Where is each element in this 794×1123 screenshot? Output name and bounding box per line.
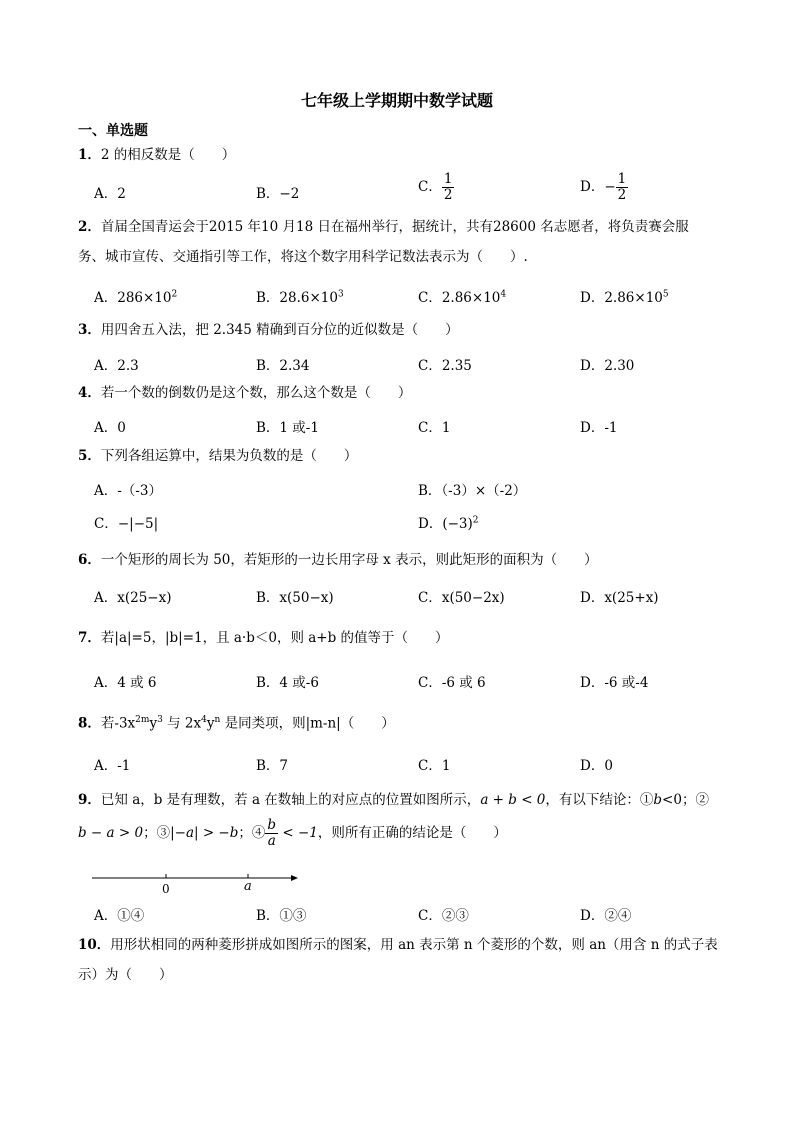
option-a[interactable]: A．2 — [94, 186, 126, 202]
option-c[interactable]: C．−|−5| — [94, 516, 159, 532]
question-stem: 下列各组运算中，结果为负数的是（ ） — [100, 448, 358, 464]
option-b[interactable]: B．①③ — [256, 908, 307, 924]
question-number: 7． — [78, 630, 101, 646]
option-a[interactable]: A．2.3 — [94, 358, 139, 374]
option-b[interactable]: B．$28.6\times 10^3$ — [256, 289, 344, 306]
question-3 — [78, 315, 738, 345]
option-b[interactable]: B．4 或-6 — [256, 675, 319, 691]
question-number: 3． — [78, 322, 101, 338]
question-7 — [78, 623, 738, 653]
question-2 — [78, 212, 738, 272]
question-number: 1． — [78, 147, 101, 163]
fraction: $\frac{1}{2}$ — [443, 171, 453, 203]
option-a[interactable]: A．0 — [94, 420, 126, 436]
question-stem-line-1: 用形状相同的两种菱形拼成如图所示的图案，用 an 表示第 n 个菱形的个数，则 an（用含 n 的式子表 — [110, 937, 718, 953]
option-a[interactable]: A．①④ — [94, 908, 145, 924]
question-stem: 若|a|=5，|b|=1，且 a·b＜0，则 a+b 的值等于（ ） — [100, 630, 449, 646]
question-number: 5． — [78, 448, 101, 464]
option-d[interactable]: D．-6 或-4 — [580, 675, 649, 691]
option-c[interactable]: C．-6 或 6 — [418, 675, 486, 691]
option-d[interactable] — [580, 172, 628, 203]
option-label: D．− — [580, 179, 616, 195]
question-stem-line-1: 首届全国青运会于2015 年10 月18 日在福州举行，据统计，共有28600 名志愿者，将负责赛会服 — [100, 219, 689, 235]
option-d[interactable]: D．$2.86\times 10^5$ — [580, 289, 669, 306]
question-stem: 若一个数的倒数仍是这个数，那么这个数是（ ） — [100, 385, 412, 401]
question-9: 9．已知 a，b 是有理数，若 a 在数轴上的对应点的位置如图所示，a + b < 0，有以下结论：①b<0；② — [78, 792, 709, 808]
option-c[interactable]: C．②③ — [418, 908, 469, 924]
question-number: 2． — [78, 219, 101, 235]
question-number: 4． — [78, 385, 101, 401]
option-b[interactable]: B．−2 — [256, 186, 300, 202]
question-8: 8．若$-3x^{2m}y^3$ 与 $2x^4y^n$ 是同类项，则|m-n|（ ） — [78, 715, 395, 732]
option-b[interactable]: B．2.34 — [256, 358, 310, 374]
question-number: 8． — [78, 715, 101, 732]
option-b[interactable]: B．（-3）×（-2） — [418, 483, 527, 499]
option-b[interactable]: B．x(50−x) — [256, 590, 334, 606]
option-c[interactable]: C．$2.86\times 10^4$ — [418, 289, 507, 306]
question-10 — [78, 930, 738, 990]
option-d[interactable]: D．②④ — [580, 908, 632, 924]
option-a[interactable]: A．4 或 6 — [94, 675, 157, 691]
number-line-arrow — [291, 875, 298, 881]
option-a[interactable]: A．$286\times 10^2$ — [94, 289, 178, 306]
option-a[interactable]: A．-1 — [94, 758, 131, 774]
question-1 — [78, 140, 738, 170]
option-d[interactable]: D．0 — [580, 758, 613, 774]
question-number: 6． — [78, 552, 101, 568]
option-label: C． — [418, 179, 442, 195]
question-stem-line-2: 务、城市宣传、交通指引等工作，将这个数字用科学记数法表示为（ ）. — [78, 249, 528, 265]
option-d[interactable]: D．-1 — [580, 420, 618, 436]
option-b[interactable]: B．7 — [256, 758, 289, 774]
a-label: a — [244, 879, 252, 894]
question-6 — [78, 545, 738, 575]
question-stem-line-2: 示）为（ ） — [78, 967, 173, 983]
zero-label: 0 — [162, 882, 170, 896]
question-number: 10． — [78, 937, 111, 953]
option-c[interactable]: C．2.35 — [418, 358, 472, 374]
option-b[interactable]: B．1 或-1 — [256, 420, 319, 436]
question-stem: 一个矩形的周长为 50，若矩形的一边长用字母 x 表示，则此矩形的面积为（ ） — [100, 552, 598, 568]
option-d[interactable]: D．x(25+x) — [580, 590, 659, 606]
option-d[interactable]: D．2.30 — [580, 358, 635, 374]
question-9-line-2: b − a > 0；③|−a| > −b；④ $\frac{b}{a}$ < −1，则所有正确的结论是（ ） — [78, 817, 507, 849]
question-4 — [78, 378, 738, 408]
question-number: 9． — [78, 792, 101, 808]
question-stem: 2 的相反数是（ ） — [100, 147, 236, 163]
section-heading: 一、单选题 — [78, 123, 148, 139]
option-c[interactable]: C．1 — [418, 420, 451, 436]
option-a[interactable]: A．-（-3） — [94, 483, 162, 499]
option-c[interactable] — [418, 172, 454, 203]
option-d[interactable]: D．$(-3)^2$ — [418, 515, 479, 532]
option-c[interactable]: C．1 — [418, 758, 451, 774]
option-a[interactable]: A．x(25−x) — [94, 590, 172, 606]
question-stem: 用四舍五入法，把 2.345 精确到百分位的近似数是（ ） — [100, 322, 459, 338]
fraction: $\frac{1}{2}$ — [617, 171, 627, 203]
option-c[interactable]: C．x(50−2x) — [418, 590, 505, 606]
page-title: 七年级上学期期中数学试题 — [300, 91, 493, 110]
fraction: $\frac{b}{a}$ — [267, 817, 277, 849]
number-line-figure — [92, 870, 306, 896]
question-5 — [78, 441, 738, 471]
